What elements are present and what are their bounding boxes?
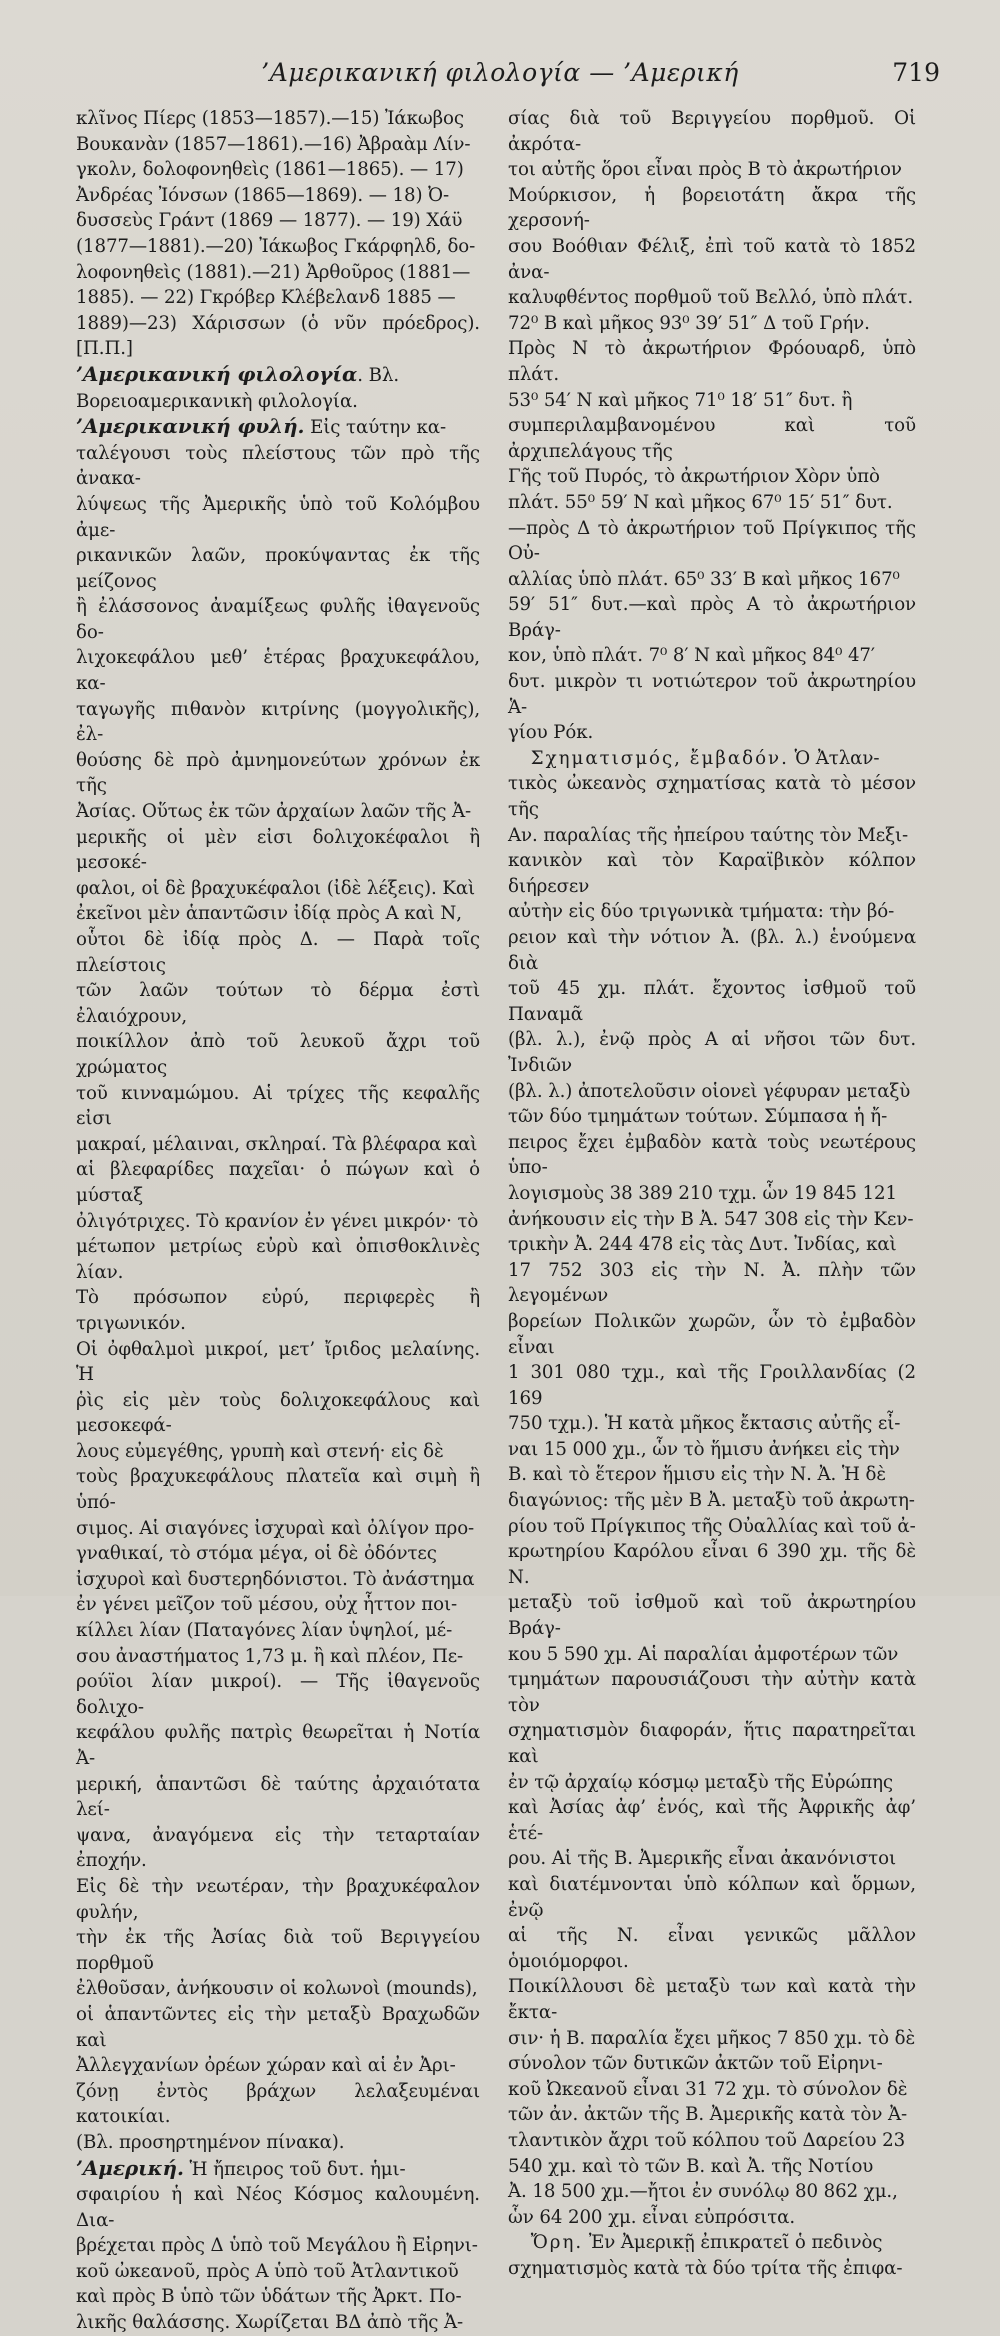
running-header <box>60 58 940 98</box>
paragraph-text: Ἐν Ἀμερικῇ ἐπικρατεῖ ὁ πεδινὸς σχηματισμὸς κατὰ τὰ δύο τρίτα τῆς ἐπιφα- <box>508 2232 903 2279</box>
entry-text: . Βλ. Βορειοαμερικανικὴ φιλολογία. <box>76 364 400 412</box>
lemma-american-philology: ’Αμερικανική φιλολογία <box>76 361 358 386</box>
entry-text: Εἰς ταύτην κα- ταλέγουσι τοὺς πλείστους τῶν πρὸ τῆς ἀνακα- λύψεως τῆς Ἀμερικῆς ὑπὸ τοῦ Κολόμβου ἀμε- ρικανικῶν λαῶν, προκύψαντας ἐκ τῆς μείζονος ἢ ἐλάσσονος ἀναμίξεως φυλῆς ἰθαγενοῦς δο- λιχοκεφάλου μεθ’ ἑτέρας βραχυκεφάλου, κα- ταγωγῆς πιθανὸν κιτρίνης (μογγολικῆς), ἐλ- θούσης δὲ πρὸ ἀμνημονεύτων χρόνων ἐκ τῆς Ἀσίας. Οὕτως ἐκ τῶν ἀρχαίων λαῶν τῆς Ἀ- μερικῆς οἱ μὲν εἰσι δολιχοκέφαλοι ἢ μεσοκέ- φαλοι, οἱ δὲ βραχυκέφαλοι (ἰδὲ λέξεις). Καὶ ἐκεῖνοι μὲν ἁπαντῶσιν ἰδίᾳ πρὸς Α καὶ Ν, οὗτοι δὲ ἰδίᾳ πρὸς Δ. — Παρὰ τοῖς πλείστοις τῶν λαῶν τούτων τὸ δέρμα ἐστὶ ἐλαιόχρουν, ποικίλλον ἀπὸ τοῦ λευκοῦ ἄχρι τοῦ χρώματος τοῦ κινναμώμου. Αἱ τρίχες τῆς κεφαλῆς εἰσι μακραί, μέλαιναι, σκληραί. Τὰ βλέφαρα καὶ αἱ βλεφαρίδες παχεῖαι· ὁ πώγων καὶ ὁ μύσταξ ὀλιγότριχες. Τὸ κρανίον ἐν γένει μικρόν· τὸ μέτωπον μετρίως εὐρὺ καὶ ὀπισθοκλινὲς λίαν. Τὸ πρόσωπον εὐρύ, περιφερὲς ἢ τριγωνικόν. Οἱ ὀφθαλμοὶ μικροί, μετ’ ἴριδος μελαίνης. Ἡ ῥὶς εἰς μὲν τοὺς δολιχοκεφάλους καὶ μεσοκεφά- λους εὐμεγέθης, γρυπὴ καὶ στενή· εἰς δὲ τοὺς βραχυκεφάλους πλατεῖα καὶ σιμὴ ἢ ὑπό- σιμος. Αἱ σιαγόνες ἰσχυραὶ καὶ ὀλίγον προ- γναθικαί, τὸ στόμα μέγα, οἱ δὲ ὀδόντες ἰσχυροὶ καὶ δυστερηδόνιστοι. Τὸ ἀνάστημα ἐν γένει μεῖζον τοῦ μέσου, οὐχ ἧττον ποι- κίλλει λίαν (Παταγόνες λίαν ὑψηλοί, μέ- σου ἀναστήματος 1,73 μ. ἢ καὶ πλέον, Πε- ρούϊοι λίαν μικροί). — Τῆς ἰθαγενοῦς δολιχο- κεφάλου φυλῆς πατρὶς θεωρεῖται ἡ Νοτία Ἀ- μερική, ἁπαντῶσι δὲ ταύτης ἀρχαιότατα λεί- ψανα, ἀναγόμενα εἰς τὴν τεταρταίαν ἐποχήν. Εἰς δὲ τὴν νεωτέραν, τὴν βραχυκέφαλον φυλήν, τὴν ἐκ τῆς Ἀσίας διὰ τοῦ Βεριγγείου πορθμοῦ ἐλθοῦσαν, ἀνήκουσιν οἱ κολωνοὶ (mounds), οἱ ἁπαντῶντες εἰς τὴν μεταξὺ Βραχωδῶν καὶ Ἀλλεγχανίων ὀρέων χώραν καὶ αἱ ἐν Ἀρι- ζόνῃ ἐντὸς βράχων λελαξευμέναι κατοικίαι. (Βλ. προσηρτημένον πίνακα). <box>76 417 480 2153</box>
entry-american-philology <box>76 362 480 414</box>
entry-america <box>76 2156 480 2336</box>
left-column <box>76 106 480 2336</box>
page-number: 719 <box>892 58 940 87</box>
entry-american-race <box>76 414 480 2155</box>
paragraph-mountains <box>508 2230 916 2281</box>
entry-continuation-presidents: κλῖνος Πίερς (1853—1857).—15) Ἰάκωβος Βουκανὰν (1857—1861).—16) Ἀβραὰμ Λίν- γκολν, δολοφονηθεὶς (1861—1865). — 17) Ἀνδρέας Ἰόνσων (1865—1869). — 18) Ὀ- δυσσεὺς Γράντ (1869 — 1877). — 19) Χάϋ (1877—1881).—20) Ἰάκωβος Γκάρφηλδ, δο- λοφονηθεὶς (1881).—21) Ἀρθοῦρος (1881— 1885). — 22) Γκρόβερ Κλέβελανδ 1885 — 1889)—23) Χάρισσων (ὁ νῦν πρόεδρος). [Π.Π.] <box>76 108 480 360</box>
paragraph-formation-area <box>508 746 916 2230</box>
paragraph-text: Ὁ Ἀτλαν- τικὸς ὠκεανὸς σχηματίσας κατὰ τὸ μέσον τῆς Αν. παραλίας τῆς ἠπείρου ταύτης τὸν Μεξι- κανικὸν καὶ τὸν Καραϊβικὸν κόλπον διήρεσεν αὐτὴν εἰς δύο τριγωνικὰ τμήματα: τὴν βό- ρειον καὶ τὴν νότιον Ἀ. (βλ. λ.) ἑνούμενα διὰ τοῦ 45 χμ. πλάτ. ἔχοντος ἰσθμοῦ τοῦ Παναμᾶ (βλ. λ.), ἐνῷ πρὸς Α αἱ νῆσοι τῶν δυτ. Ἰνδιῶν (βλ. λ.) ἀποτελοῦσιν οἱονεὶ γέφυραν μεταξὺ τῶν δύο τμημάτων τούτων. Σύμπασα ἡ ἤ- πειρος ἔχει ἐμβαδὸν κατὰ τοὺς νεωτέρους ὑπο- λογισμοὺς 38 389 210 τχμ. ὧν 19 845 121 ἀνήκουσιν εἰς τὴν Β Ἀ. 547 308 εἰς τὴν Κεν- τρικὴν Ἀ. 244 478 εἰς τὰς Δυτ. Ἰνδίας, καὶ 17 752 303 εἰς τὴν Ν. Ἀ. πλὴν τῶν λεγομένων βορείων Πολικῶν χωρῶν, ὧν τὸ ἐμβαδὸν εἶναι 1 301 080 τχμ., καὶ τῆς Γροιλλανδίας (2 169 750 τχμ.). Ἡ κατὰ μῆκος ἔκτασις αὐτῆς εἶ- ναι 15 000 χμ., ὧν τὸ ἥμισυ ἀνήκει εἰς τὴν Β. καὶ τὸ ἕτερον ἥμισυ εἰς τὴν Ν. Ἀ. Ἡ δὲ διαγώνιος: τῆς μὲν Β Ἀ. μεταξὺ τοῦ ἀκρωτη- ρίου τοῦ Πρίγκιπος τῆς Οὐαλλίας καὶ τοῦ ἀ- κρωτηρίου Καρόλου εἶναι 6 390 χμ. τῆς δὲ Ν. μεταξὺ τοῦ ἰσθμοῦ καὶ τοῦ ἀκρωτηρίου Βράγ- κου 5 590 χμ. Αἱ παραλίαι ἀμφοτέρων τῶν τμημάτων παρουσιάζουσι τὴν αὐτὴν κατὰ τὸν σχηματισμὸν διαφοράν, ἥτις παρατηρεῖται καὶ ἐν τῷ ἀρχαίῳ κόσμῳ μεταξὺ τῆς Εὐρώπης καὶ Ἀσίας ἀφ’ ἑνός, καὶ τῆς Ἀφρικῆς ἀφ’ ἑτέ- ρου. Αἱ τῆς Β. Ἀμερικῆς εἶναι ἀκανόνιστοι καὶ διατέμνονται ὑπὸ κόλπων καὶ ὅρμων, ἐνῷ αἱ τῆς Ν. εἶναι γενικῶς μᾶλλον ὁμοιόμορφοι. Ποικίλλουσι δὲ μεταξὺ των καὶ κατὰ τὴν ἔκτα- σιν· ἡ Β. παραλία ἔχει μῆκος 7 850 χμ. τὸ δὲ σύνολον τῶν δυτικῶν ἀκτῶν τοῦ Εἰρηνι- κοῦ Ὠκεανοῦ εἶναι 31 72 χμ. τὸ σύνολον δὲ τῶν ἀν. ἀκτῶν τῆς Β. Ἀμερικῆς κατὰ τὸν Ἀ- τλαντικὸν ἄχρι τοῦ κόλπου τοῦ Δαρείου 23 540 χμ. καὶ τὸ τῶν Β. καὶ Ἀ. τῆς Νοτίου Ἀ. 18 500 χμ.—ἤτοι ἐν συνόλῳ 80 862 χμ., ὧν 64 200 χμ. εἶναι εὐπρόσιτα. <box>508 747 916 2228</box>
right-column <box>508 106 916 2281</box>
subheading-formation-area: Σχηματισμός, ἔμβαδόν. <box>530 747 789 769</box>
paragraph-extremities: σίας διὰ τοῦ Βεριγγείου πορθμοῦ. Οἱ ἀκρότα- τοι αὐτῆς ὅροι εἶναι πρὸς Β τὸ ἀκρωτήριον Μούρκισον, ἡ βορειοτάτη ἄκρα τῆς χερσονή- σου Βοόθιαν Φέλιξ, ἐπὶ τοῦ κατὰ τὸ 1852 ἀνα- καλυφθέντος πορθμοῦ τοῦ Βελλό, ὑπὸ πλάτ. 72⁰ Β καὶ μῆκος 93⁰ 39′ 51″ Δ τοῦ Γρήν. Πρὸς Ν τὸ ἀκρωτήριον Φρόουαρδ, ὑπὸ πλάτ. 53⁰ 54′ Ν καὶ μῆκος 71⁰ 18′ 51″ δυτ. ἢ συμπεριλαμβανομένου καὶ τοῦ ἀρχιπελάγους τῆς Γῆς τοῦ Πυρός, τὸ ἀκρωτήριον Χὸρν ὑπὸ πλάτ. 55⁰ 59′ Ν καὶ μῆκος 67⁰ 15′ 51″ δυτ. —πρὸς Δ τὸ ἀκρωτήριον τοῦ Πρίγκιπος τῆς Οὐ- αλλίας ὑπὸ πλάτ. 65⁰ 33′ Β καὶ μῆκος 167⁰ 59′ 51″ δυτ.—καὶ πρὸς Α τὸ ἀκρωτήριον Βράγ- κον, ὑπὸ πλάτ. 7⁰ 8′ Ν καὶ μῆκος 84⁰ 47′ δυτ. μικρὸν τι νοτιώτερον τοῦ ἀκρωτηρίου Ἁ- γίου Ρόκ. <box>508 108 916 744</box>
subheading-mountains: Ὄρη. <box>530 2232 584 2254</box>
entry-text: Ἡ ἤπειρος τοῦ δυτ. ἡμι- σφαιρίου ἡ καὶ Νέος Κόσμος καλουμένη. Δια- βρέχεται πρὸς Δ ὑπὸ τοῦ Μεγάλου ἢ Εἰρηνι- κοῦ ὠκεανοῦ, πρὸς Α ὑπὸ τοῦ Ἀτλαντικοῦ καὶ πρὸς Β ὑπὸ τῶν ὑδάτων τῆς Ἀρκτ. Πο- λικῆς θαλάσσης. Χωρίζεται ΒΔ ἀπὸ τῆς Ἀ- <box>76 2158 480 2334</box>
lemma-america: ’Αμερική. <box>76 2155 184 2180</box>
lemma-american-race: ’Αμερικανική φυλή. <box>76 414 305 439</box>
header-title: ’Αμερικανική φιλολογία — ’Αμερική <box>261 58 739 87</box>
